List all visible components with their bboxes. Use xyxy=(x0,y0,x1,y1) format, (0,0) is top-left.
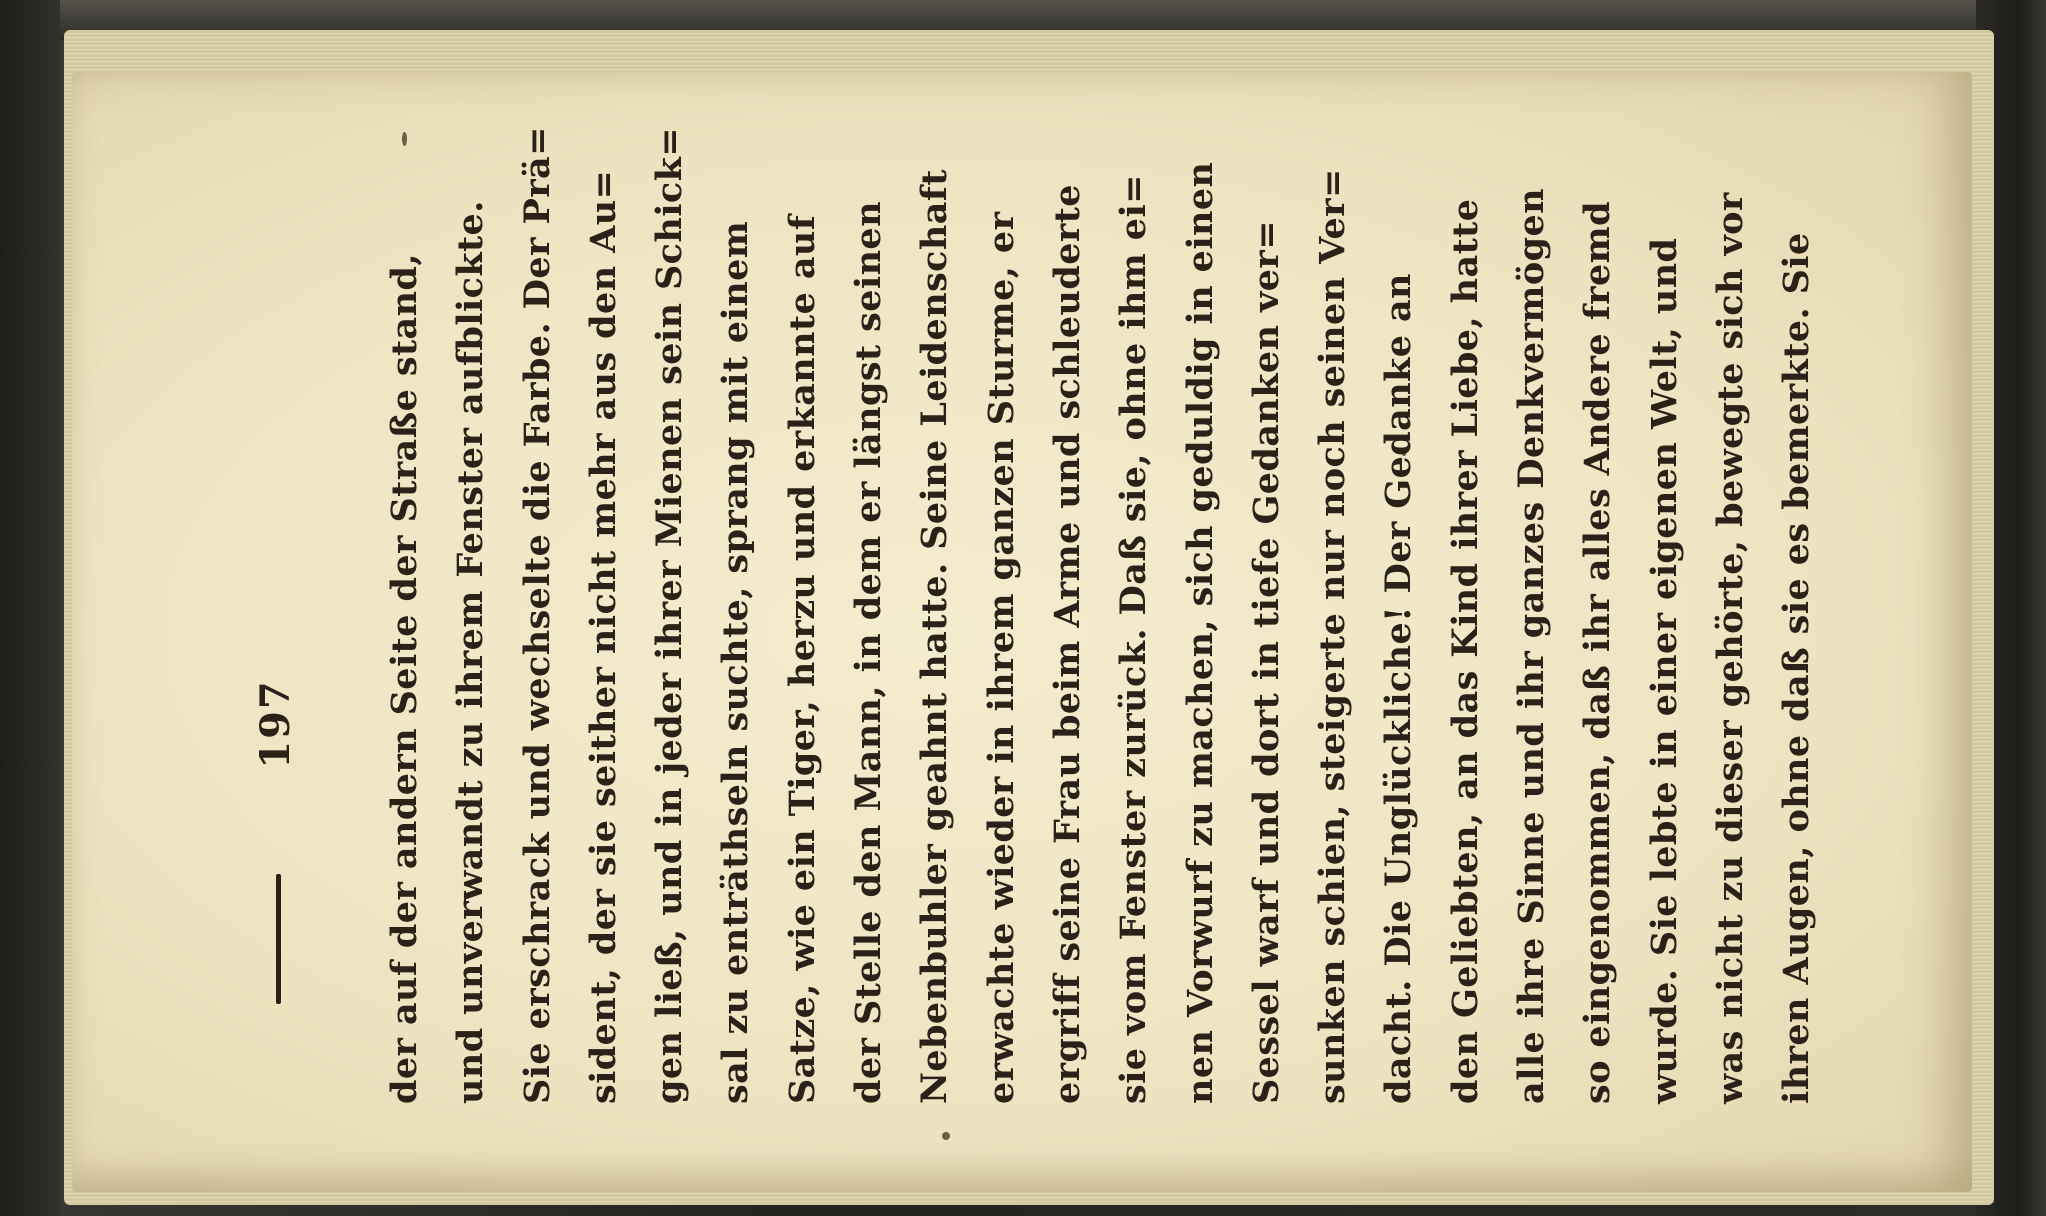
text-line: sident, der sie seither nicht mehr aus den Au= xyxy=(582,169,624,1104)
text-line: dacht. Die Unglückliche! Der Gedanke an xyxy=(1378,273,1420,1104)
text-line: wurde. Sie lebte in einer eigenen Welt, und xyxy=(1643,237,1685,1104)
text-line: der auf der andern Seite der Straße stand, xyxy=(384,253,425,1104)
rotated-text-block xyxy=(252,126,1818,1104)
text-line: ihren Augen, ohne daß sie es bemerkte. Sie xyxy=(1776,232,1818,1104)
page-number: 197 xyxy=(252,679,299,769)
text-line: Sie erschrack und wechselte die Farbe. Der Prä= xyxy=(516,126,558,1104)
book-cover-left-edge xyxy=(0,0,60,1216)
text-line: und unverwandt zu ihrem Fenster aufblickte. xyxy=(450,200,492,1104)
body-text xyxy=(372,126,1831,1104)
text-line: was nicht zu dieser gehörte, bewegte sich vor xyxy=(1709,192,1751,1104)
text-line: Nebenbuhler geahnt hatte. Seine Leidenschaft xyxy=(914,169,956,1104)
text-line: gen ließ, und in jeder ihrer Mienen sein Schick= xyxy=(649,126,691,1104)
text-line: den Geliebten, an das Kind ihrer Liebe, hatte xyxy=(1444,198,1486,1104)
text-line: der Stelle den Mann, in dem er längst seinen xyxy=(848,201,890,1104)
book-page xyxy=(72,72,1972,1192)
paper-blemish xyxy=(942,1132,950,1140)
text-line: erwachte wieder in ihrem ganzen Sturme, er xyxy=(980,211,1022,1104)
text-line: sunken schien, steigerte nur noch seinen Ver= xyxy=(1312,168,1354,1104)
text-line: sie vom Fenster zurück. Daß sie, ohne ihm ei= xyxy=(1113,174,1155,1104)
text-line: sal zu enträthseln suchte, sprang mit einem xyxy=(715,220,757,1104)
text-line: so eingenommen, daß ihr alles Andere fremd xyxy=(1577,201,1619,1104)
text-line: nen Vorwurf zu machen, sich geduldig in einen xyxy=(1179,161,1221,1104)
header-rule xyxy=(276,874,281,1004)
text-line: alle ihre Sinne und ihr ganzes Denkvermögen xyxy=(1511,188,1553,1104)
text-line: ergriff seine Frau beim Arme und schleuderte xyxy=(1046,184,1088,1104)
text-line: Satze, wie ein Tiger, herzu und erkannte auf xyxy=(781,214,823,1104)
paper-blemish xyxy=(402,132,407,146)
text-line: Sessel warf und dort in tiefe Gedanken ver= xyxy=(1245,220,1287,1104)
